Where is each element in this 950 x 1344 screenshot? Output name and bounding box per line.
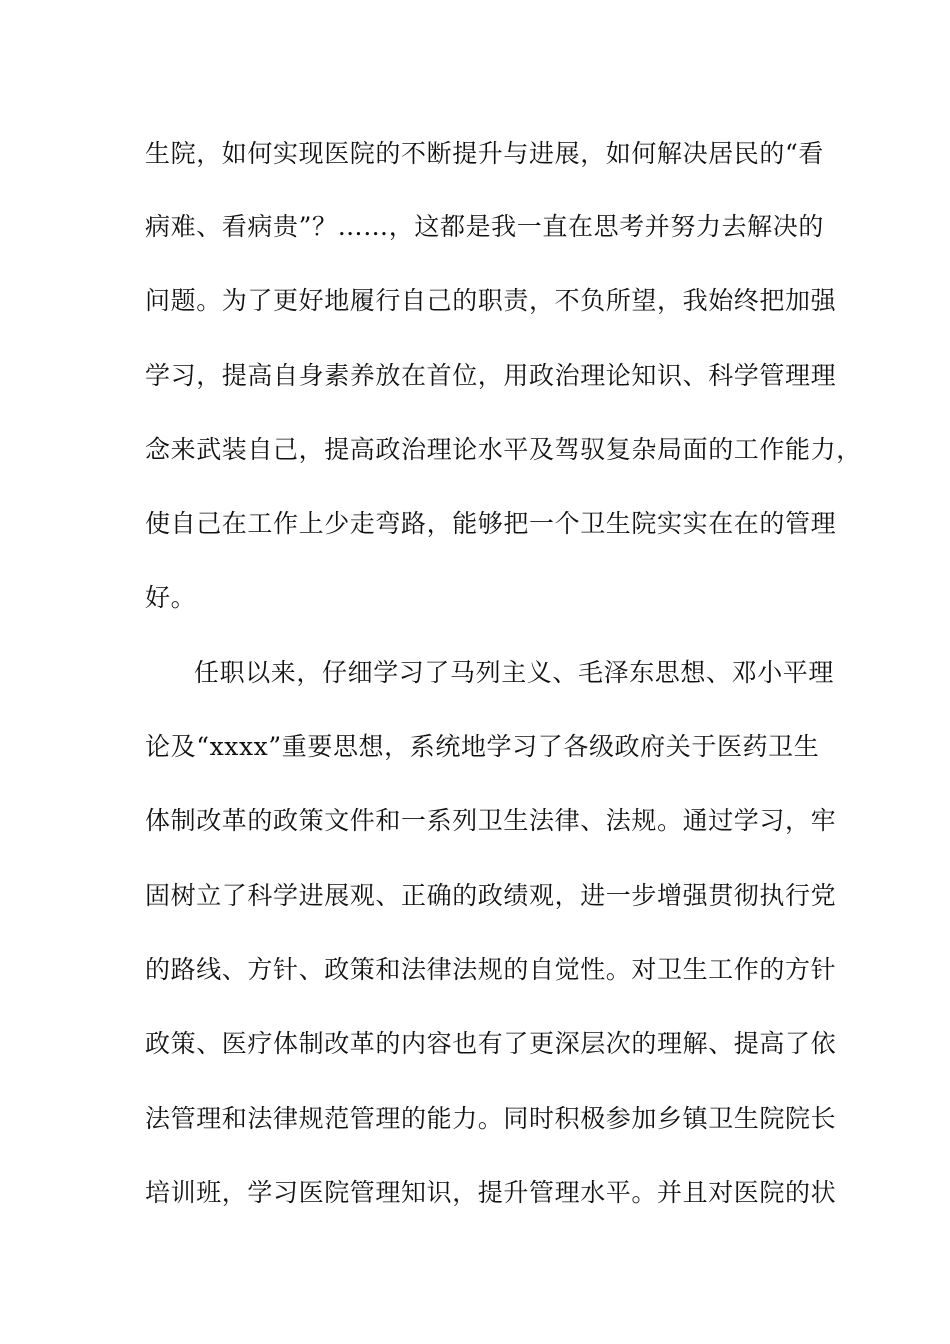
text-line: 法管理和法律规范管理的能力。同时积极参加乡镇卫生院院长 [145, 1104, 837, 1133]
text-line: 病难、看病贵”？……，这都是我一直在思考并努力去解决的 [145, 212, 824, 241]
text-line: 政策、医疗体制改革的内容也有了更深层次的理解、提高了依 [145, 1029, 837, 1058]
text-line: 的路线、方针、政策和法律法规的自觉性。对卫生工作的方针 [145, 955, 837, 984]
text-line: 好。 [145, 583, 197, 612]
text-line: 使自己在工作上少走弯路，能够把一个卫生院实实在在的管理 [145, 509, 837, 538]
text-line: 固树立了科学进展观、正确的政绩观，进一步增强贯彻执行党 [145, 881, 837, 910]
text-line: 论及“xxxx”重要思想，系统地学习了各级政府关于医药卫生 [145, 732, 820, 761]
text-line: 问题。为了更好地履行自己的职责，不负所望，我始终把加强 [145, 286, 837, 315]
text-line: 体制改革的政策文件和一系列卫生法律、法规。通过学习，牢 [145, 806, 837, 835]
paragraph-first-line: 任职以来，仔细学习了马列主义、毛泽东思想、邓小平理 [194, 658, 835, 687]
text-line: 培训班，学习医院管理知识，提升管理水平。并且对医院的状 [145, 1178, 837, 1207]
text-line: 念来武装自己，提高政治理论水平及驾驭复杂局面的工作能力， [145, 435, 862, 464]
text-line: 生院，如何实现医院的不断提升与进展，如何解决居民的“看 [145, 139, 824, 168]
text-line: 学习，提高自身素养放在首位，用政治理论知识、科学管理理 [145, 361, 837, 390]
